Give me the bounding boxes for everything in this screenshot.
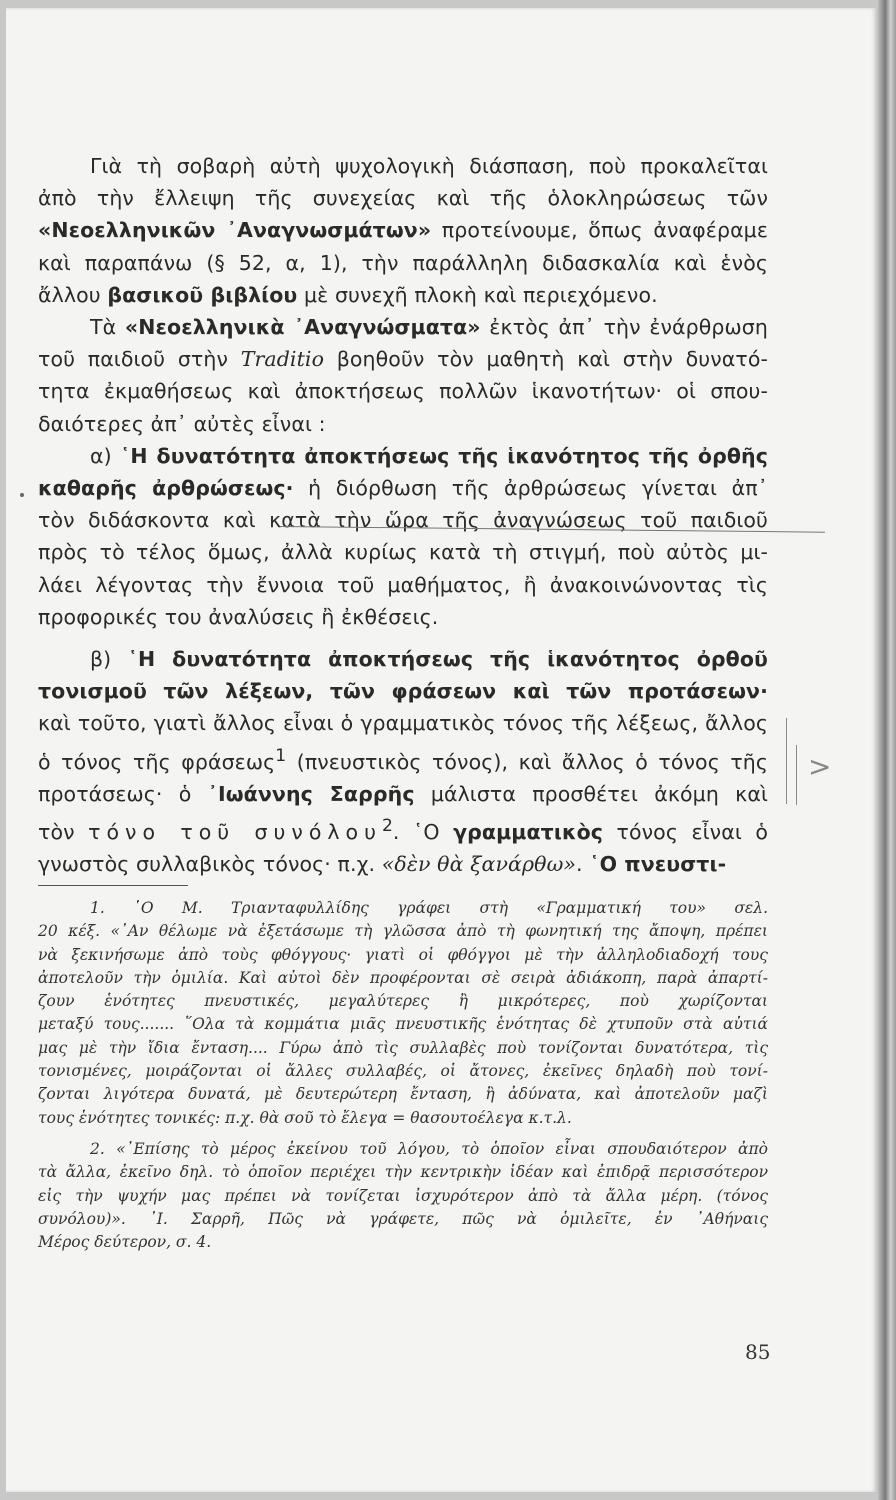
body-line	[38, 778, 768, 810]
text-run: τοῦ παιδιοῦ στὴν	[38, 347, 241, 372]
bold-phrase: ῾Η δυνατότητα ἀποκτήσεως τῆς ἱκανότητος τῆς ὀρθῆς	[120, 443, 768, 468]
text-run: προτείνουμε, ὅπως ἀναφέραμε	[431, 218, 768, 243]
body-line: τητα ἐκμαθήσεως καὶ ἀποκτήσεως πολλῶν ἱκανοτήτων· οἱ σπου-	[38, 379, 768, 404]
bold-phrase: βασικοῦ βιβλίου	[107, 282, 298, 307]
body-line: πρὸς τὸ τέλος ὅμως, ἀλλὰ κυρίως κατὰ τὴ στιγμή, ποὺ αὐτὸς μι-	[38, 540, 768, 565]
spaced-phrase: τόνο τοῦ συνόλου	[88, 819, 382, 844]
body-line: καὶ τοῦτο, γιατὶ ἄλλος εἶναι ὁ γραμματικὸς τόνος τῆς λέξεως, ἄλλος	[38, 711, 768, 736]
text-run: . ῾Ο	[392, 819, 454, 844]
text-run: β)	[90, 647, 128, 672]
body-line: λάει λέγοντας τὴν ἔννοια τοῦ μαθήματος, ἢ ἀνακοινώνοντας τὶς	[38, 572, 768, 597]
text-run: ὁ τόνος τῆς φράσεως	[38, 749, 276, 774]
footnote-line: τονισμένες, μοιράζονται οἱ ἄλλες συλλαβές, οἱ ἄτονες, ἐκεῖνες δηλαδὴ ποὺ τονί-	[38, 1062, 768, 1081]
body-line	[38, 279, 768, 311]
footnotes	[38, 897, 768, 1254]
bold-phrase: ῾Ο πνευστι-	[589, 851, 727, 876]
margin-pencil-bar	[796, 745, 797, 805]
footnote-line: ἀποτελοῦν τὴν ὁμιλία. Καὶ αὐτοὶ δὲν προφέρονται σὲ σειρὰ ἀδιάκοπη, παρὰ ἀπαρτί-	[38, 968, 768, 987]
text-run: μὲ συνεχῆ πλοκὴ καὶ περιεχόμενο.	[297, 282, 658, 307]
text-run: βοηθοῦν τὸν μαθητὴ καὶ στὴν δυνατό-	[324, 347, 768, 372]
body-line: τὸν διδάσκοντα καὶ κατὰ τὴν ὥρα τῆς ἀναγνώσεως τοῦ παιδιοῦ	[38, 508, 768, 533]
body-line	[38, 311, 768, 343]
text-run: ἄλλου	[38, 282, 108, 307]
body-line: Γιὰ τὴ σοβαρὴ αὐτὴ ψυχολογικὴ διάσπαση, ποὺ προκαλεῖται	[90, 154, 768, 178]
footnote-ref-1: 1	[275, 745, 287, 766]
bold-phrase: γραμματικὸς	[453, 819, 604, 844]
footnote-line: τους ἑνότητες τονικές: π.χ. θὰ σοῦ τὸ ἔλεγα = θασουτοέλεγα κ.τ.λ.	[38, 1108, 572, 1127]
bold-phrase: ῾Η δυνατότητα ἀποκτήσεως τῆς ἱκανότητος ὀρθοῦ	[127, 647, 768, 672]
text-run: τὸν	[38, 819, 89, 844]
text-run: μάλιστα προσθέτει ἀκόμη καὶ	[414, 781, 768, 806]
body-line: προφορικές του ἀναλύσεις ἢ ἐκθέσεις.	[38, 604, 439, 629]
footnote-line: νὰ ξεκινήσωμε ἀπὸ τοὺς φθόγγους· γιατὶ οἱ φθόγγοι μὲ τὴν ἀλληλοδιαδοχή τους	[38, 945, 768, 964]
book-spine-edge	[878, 0, 896, 1500]
body-line	[38, 848, 768, 880]
body-line	[38, 810, 768, 848]
bold-phrase: καθαρῆς ἀρθρώσεως·	[38, 476, 294, 501]
body-line: καὶ παραπάνω (§ 52, α, 1), τὴν παράλληλη διδασκαλία καὶ ἑνὸς	[38, 250, 768, 275]
footnote-line: 2. «᾿Επίσης τὸ μέρος ἐκείνου τοῦ λόγου, τὸ ὁποῖον εἶναι σπουδαιότερον ἀπὸ	[90, 1139, 768, 1158]
bold-phrase: «Νεοελληνικὰ ᾿Αναγνώσματα»	[124, 315, 481, 340]
text-run: γνωστὸς συλλαβικὸς τόνος· π.χ.	[38, 851, 382, 876]
italic-example: «δὲν θὰ ξανάρθω»	[381, 851, 577, 876]
italic-word: Traditio	[240, 347, 325, 372]
footnote-line: ζουν ἑνότητες πνευστικές, μεγαλύτερες ἢ μικρότερες, ποὺ χωρίζονται	[38, 992, 768, 1011]
footnote-ref-2: 2	[381, 815, 393, 836]
footnote-line: μας μὲ τὴν ἴδια ἔνταση.... Γύρω ἀπὸ τὶς συλλαβὲς ποὺ τονίζονται δυνατότερα, τὶς	[38, 1038, 768, 1057]
body-line	[38, 214, 768, 246]
text-run: α)	[90, 443, 120, 468]
footnote-line: Μέρος δεύτερον, σ. 4.	[38, 1233, 212, 1252]
body-line	[38, 440, 768, 472]
body-line: δαιότερες ἀπ᾿ αὐτὲς εἶναι :	[38, 411, 326, 436]
text-run: προτάσεως· ὁ	[38, 781, 208, 806]
page-number: 85	[745, 1340, 771, 1364]
footnote-line: 1. ῾Ο Μ. Τριανταφυλλίδης γράφει στὴ «Γραμματική του» σελ.	[90, 899, 768, 917]
text-run: ἐκτὸς ἀπ᾿ τὴν ἐνάρθρωση	[480, 315, 768, 340]
body-line	[38, 675, 768, 707]
footnote-line: μεταξύ τους....... ῞Ολα τὰ κομμάτια μιᾶς πνευστικῆς ἑνότητας δὲ χτυποῦν στὰ αὐτιά	[38, 1015, 768, 1034]
footnote-line: συνόλου)». ᾿Ι. Σαρρῆ, Πῶς νὰ γράφετε, πῶς νὰ ὁμιλεῖτε, ἐν ᾿Αθήναις	[38, 1209, 768, 1228]
text-run: τόνος εἶναι ὁ	[603, 819, 768, 844]
footnote-rule	[38, 885, 188, 886]
footnote-line: 20 κέξ. «᾿Αν θέλωμε νὰ ἐξετάσωμε τὴ γλῶσσα ἀπὸ τὴ φωνητική της ἄποψη, πρέπει	[38, 922, 768, 941]
footnote-line: εἰς τὴν ψυχήν μας πρέπει νὰ τονίζεται ἰσχυρότερον ἀπὸ τὰ ἄλλα μέρη. (τόνος	[38, 1186, 768, 1205]
margin-caret-icon: >	[808, 750, 832, 783]
text-run: ἡ διόρθωση τῆς ἀρθρώσεως γίνεται ἀπ᾿	[293, 476, 768, 501]
main-text	[38, 150, 768, 880]
margin-pencil-bar	[786, 718, 787, 804]
body-line	[38, 472, 768, 504]
body-line	[38, 643, 768, 675]
footnote-line: ζονται λιγότερα δυνατά, μὲ δευτερώτερη ἔνταση, ἢ ἀδύνατα, καὶ ἀποτελοῦν μαζὶ	[38, 1085, 768, 1104]
text-run: (πνευστικὸς τόνος), καὶ ἄλλος ὁ τόνος τῆς	[286, 749, 768, 774]
bold-name: ᾿Ιωάννης Σαρρῆς	[207, 781, 415, 806]
bold-phrase: «Νεοελληνικῶν ᾿Αναγνωσμάτων»	[38, 218, 432, 243]
body-line: ἀπὸ τὴν ἔλλειψη τῆς συνεχείας καὶ τῆς ὁλοκληρώσεως τῶν	[38, 186, 768, 211]
text-run: Τὰ	[90, 315, 125, 340]
text-run: .	[576, 851, 590, 876]
margin-dot	[20, 493, 24, 497]
bold-phrase: τονισμοῦ τῶν λέξεων, τῶν φράσεων καὶ τῶν προτάσεων·	[38, 679, 768, 704]
body-line	[38, 740, 768, 778]
body-line	[38, 343, 768, 375]
footnote-line: τὰ ἄλλα, ἐκεῖνο δηλ. τὸ ὁποῖον περιέχει τὴν κεντρικὴν ἰδέαν καὶ ἐπιδρᾷ περισσότερον	[38, 1163, 768, 1182]
